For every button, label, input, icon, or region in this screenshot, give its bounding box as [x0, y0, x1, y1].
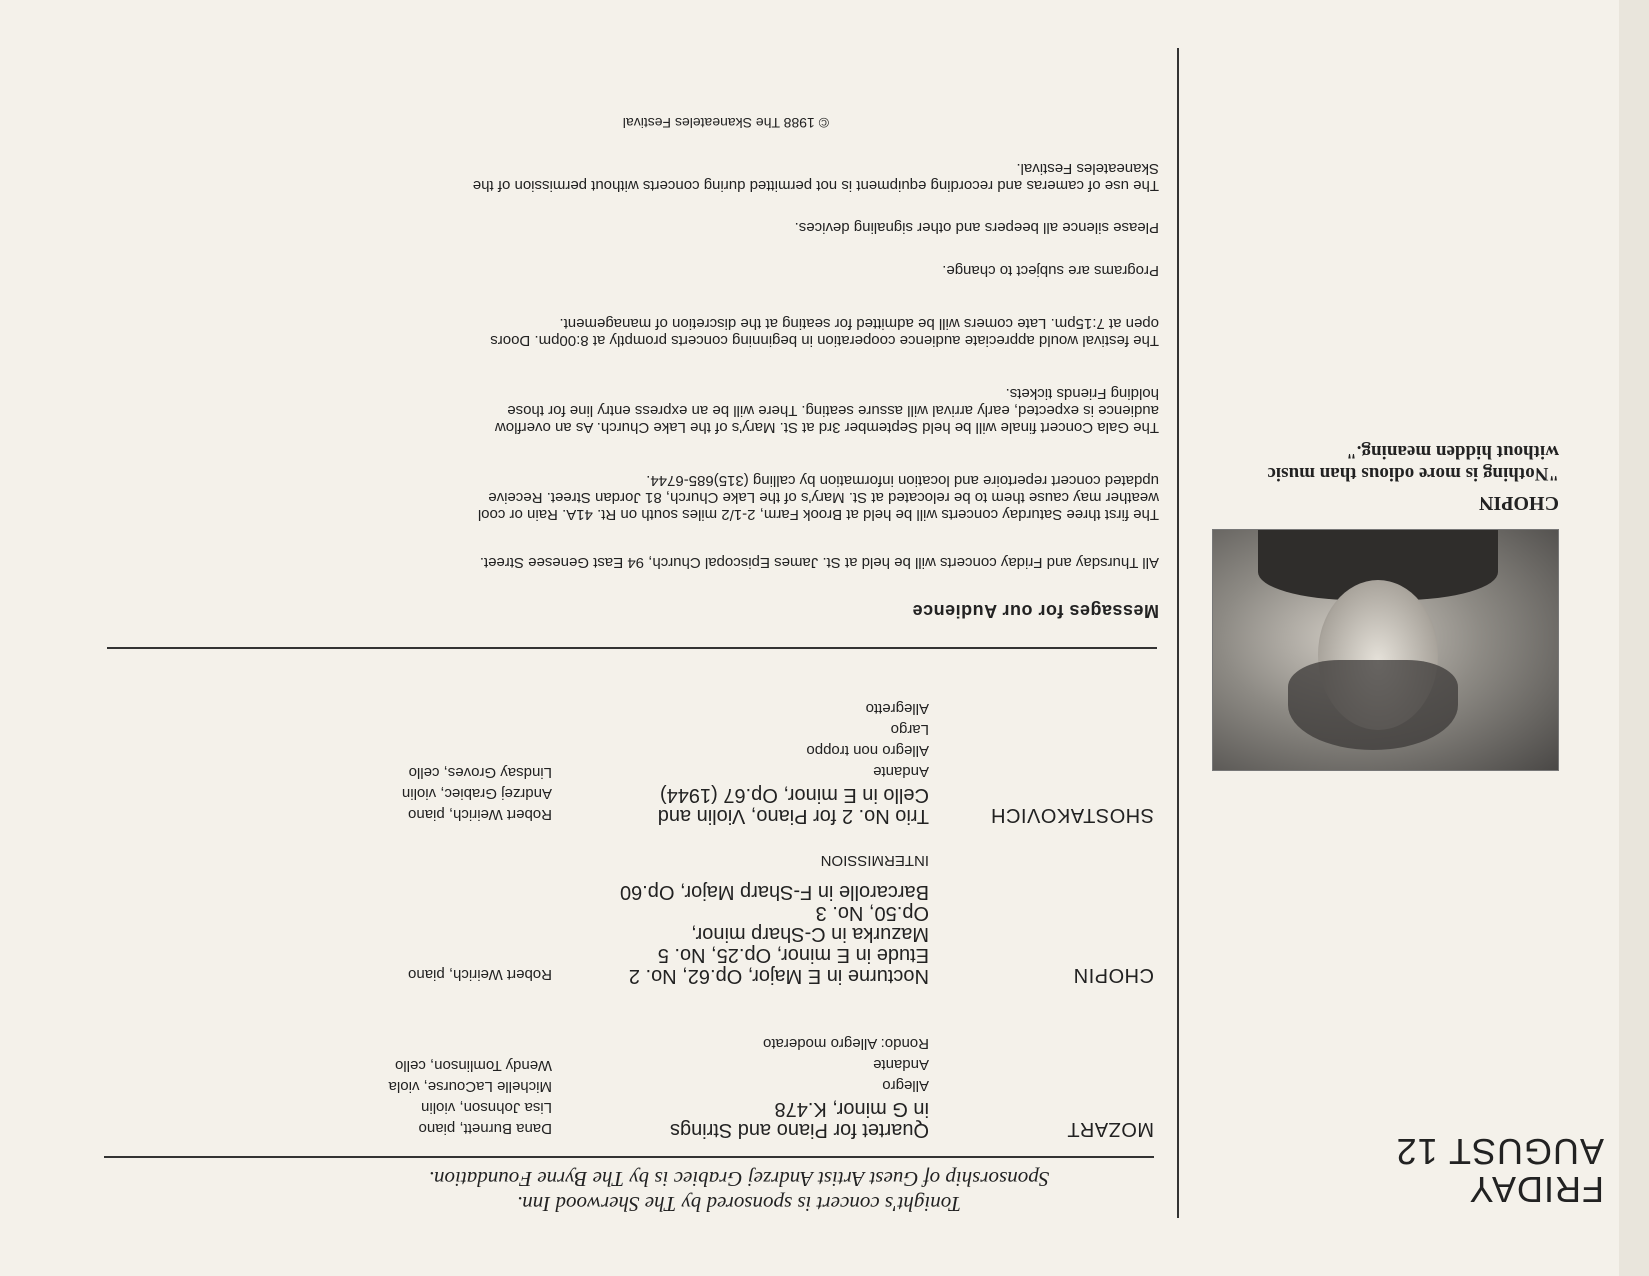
concert-month-date: AUGUST 12	[1395, 1131, 1604, 1172]
paper-edge	[1619, 0, 1649, 1276]
work-line: Cello in E minor, Op.67 (1944)	[659, 784, 929, 806]
column-divider	[1177, 48, 1179, 1218]
performer: Dana Burnett, piano	[418, 1120, 552, 1137]
message-line: All Thursday and Friday concerts will be held at St. James Episcopal Church, 94 East Genesee Street.	[479, 554, 1159, 571]
movement: Allegro non troppo	[806, 742, 929, 759]
message-paragraph	[159, 554, 1159, 571]
performer: Robert Weirich, piano	[408, 806, 552, 823]
movement: Allegro	[882, 1077, 929, 1094]
message-line: The first three Saturday concerts will be held at Brook Farm, 2-1/2 miles south on Rt. 41A. Rain or cool	[477, 506, 1159, 523]
portrait-hair	[1288, 660, 1458, 750]
top-rule	[104, 1156, 1154, 1158]
message-line: The festival would appreciate audience cooperation in beginning concerts promptly at 8:00pm. Doors	[490, 332, 1159, 349]
message-paragraph	[159, 472, 1159, 523]
message-line: Please silence all beepers and other signaling devices.	[794, 219, 1159, 236]
movements-shostakovich	[806, 698, 929, 782]
movement: Rondo: Allegro moderato	[763, 1035, 929, 1052]
sponsor-line: Sponsorship of Guest Artist Andrzej Grabiec is by The Byrne Foundation.	[428, 1167, 1050, 1191]
sponsor-notes	[339, 1166, 1139, 1216]
message-paragraph	[159, 315, 1159, 349]
portrait-quote: "Nothing is more odious than music without hidden meaning."	[1267, 441, 1559, 484]
sponsor-line: Tonight's concert is sponsored by The Sherwood Inn.	[517, 1192, 961, 1216]
movements-mozart	[763, 1033, 929, 1096]
message-line: updated concert repertoire and location information by calling (315)685-6744.	[646, 472, 1159, 489]
intermission: INTERMISSION	[820, 852, 929, 869]
portrait-caption-name: CHOPIN	[1479, 492, 1559, 514]
composer-shostakovich: SHOSTAKOVICH	[990, 804, 1154, 826]
concert-day: FRIDAY	[1468, 1169, 1604, 1210]
message-paragraph	[159, 160, 1159, 194]
movement: Andante	[873, 1056, 929, 1073]
message-line: weather may cause them to be relocated at St. Mary's of the Lake Church, 81 Jordan Street. Receive	[488, 489, 1159, 506]
work-line: Mazurka in C-Sharp minor,	[691, 923, 929, 945]
performer: Lindsay Groves, cello	[408, 764, 552, 781]
work-line: in G minor, K.478	[774, 1098, 929, 1120]
message-line: The Gala Concert finale will be held September 3rd at St. Mary's of the Lake Church. As an overflow	[494, 419, 1159, 436]
performers-chopin	[408, 964, 552, 985]
movement: Allegretto	[865, 700, 929, 717]
work-mozart	[670, 1098, 929, 1140]
message-line: open at 7:15pm. Late comers will be admitted for seating at the discretion of management.	[559, 315, 1159, 332]
movement: Largo	[890, 721, 929, 738]
message-paragraph	[159, 262, 1159, 279]
work-line: Trio No. 2 for Piano, Violin and	[657, 805, 929, 827]
work-line: Quartet for Piano and Strings	[669, 1119, 929, 1141]
performer: Robert Weirich, piano	[408, 966, 552, 983]
message-line: Programs are subject to change.	[942, 262, 1159, 279]
work-chopin	[620, 881, 929, 986]
message-paragraph	[159, 385, 1159, 436]
concert-date	[1396, 1132, 1604, 1208]
performer: Andrzej Grabiec, violin	[401, 785, 552, 802]
section-rule	[107, 647, 1157, 649]
message-line: The use of cameras and recording equipment is not permitted during concerts without permission of the	[472, 177, 1159, 194]
message-line: Skaneateles Festival.	[1016, 160, 1159, 177]
performer: Wendy Tomlinson, cello	[394, 1057, 552, 1074]
message-line: holding Friends tickets.	[1005, 385, 1159, 402]
performers-shostakovich	[402, 762, 552, 825]
chopin-portrait	[1212, 529, 1559, 771]
work-shostakovich	[658, 784, 929, 826]
composer-chopin: CHOPIN	[1073, 964, 1154, 986]
work-line: Barcarolle in F-Sharp Major, Op.60	[619, 881, 929, 903]
copyright-notice: © 1988 The Skaneateles Festival	[622, 115, 829, 131]
messages-title: Messages for our Audience	[912, 601, 1159, 621]
message-line: audience is expected, early arrival will assure seating. There will be an express entry line for those	[507, 402, 1159, 419]
performer: Michelle LaCourse, viola	[388, 1078, 552, 1095]
work-line: Nocturne in E Major, Op.62, No. 2	[628, 965, 929, 987]
composer-mozart: MOZART	[1066, 1118, 1154, 1140]
performers-mozart	[389, 1055, 552, 1139]
performer: Lisa Johnson, violin	[421, 1099, 552, 1116]
movement: Andante	[873, 763, 929, 780]
work-line: Op.50, No. 3	[815, 902, 929, 924]
message-paragraph	[159, 219, 1159, 236]
work-line: Etude in E minor, Op.25, No. 5	[657, 944, 929, 966]
